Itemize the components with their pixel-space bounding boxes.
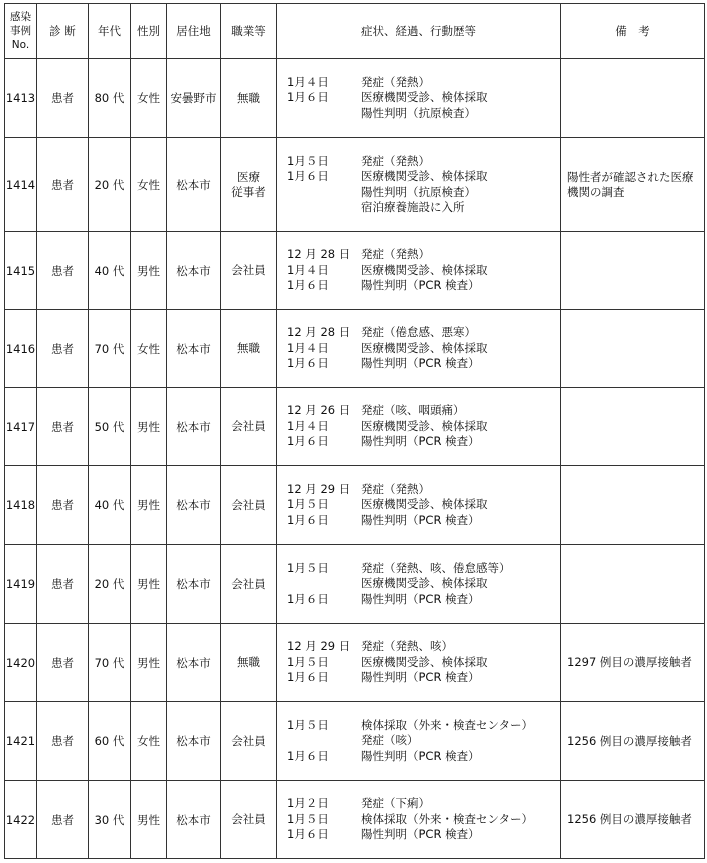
residence-cell: 松本市 [167, 388, 221, 466]
event-text: 陽性判明（抗原検査） [361, 105, 476, 120]
remarks-cell [561, 310, 705, 388]
occupation-cell [221, 310, 277, 388]
event-date: 1月６日 [287, 356, 329, 371]
event-text: 陽性判明（PCR 検査） [361, 512, 480, 527]
remarks-cell [561, 388, 705, 466]
event-text: 医療機関受診、検体採取 [361, 90, 488, 105]
residence-cell: 松本市 [167, 702, 221, 781]
event-text: 検体採取（外来・検査センター） [361, 717, 534, 732]
occupation-cell [221, 59, 277, 138]
table-row [5, 388, 705, 466]
course-cell [277, 781, 561, 859]
event-date [287, 576, 361, 592]
course-cell [277, 310, 561, 388]
event-line [287, 434, 560, 450]
event-line [287, 561, 560, 577]
remarks-cell [561, 545, 705, 624]
occupation-cell [221, 702, 277, 781]
event-line [287, 356, 560, 372]
sex-cell: 女性 [131, 310, 167, 388]
event-text: 医療機関受診、検体採取 [361, 654, 488, 669]
occupation-cell [221, 781, 277, 859]
course-cell [277, 624, 561, 702]
event-line [287, 482, 560, 498]
remarks-cell: 1256 例目の濃厚接触者 [561, 702, 705, 781]
event-date: 1月４日 [287, 418, 329, 433]
case-no-cell: 1414 [5, 138, 37, 232]
event-text: 陽性判明（PCR 検査） [361, 670, 480, 685]
residence-cell: 松本市 [167, 232, 221, 310]
age-cell: 50 代 [89, 388, 131, 466]
header-case-no-line: No. [11, 39, 30, 51]
sex-cell: 男性 [131, 466, 167, 545]
event-text: 発症（下痢） [361, 796, 430, 811]
event-text: 陽性判明（PCR 検査） [361, 827, 480, 842]
diagnosis-cell: 患者 [37, 624, 89, 702]
event-date: 1月６日 [287, 748, 329, 763]
event-text: 医療機関受診、検体採取 [361, 497, 488, 512]
case-no-cell: 1420 [5, 624, 37, 702]
age-cell: 70 代 [89, 310, 131, 388]
event-text: 陽性判明（PCR 検査） [361, 434, 480, 449]
case-no-cell: 1419 [5, 545, 37, 624]
event-text: 陽性判明（抗原検査） [361, 184, 476, 199]
course-cell [277, 702, 561, 781]
case-no-cell: 1418 [5, 466, 37, 545]
age-cell: 40 代 [89, 232, 131, 310]
event-text: 発症（咳、咽頭痛） [361, 403, 465, 418]
occupation-line: 会社員 [231, 576, 266, 591]
residence-cell: 松本市 [167, 781, 221, 859]
event-date [287, 733, 361, 749]
event-line [287, 733, 560, 749]
event-text: 発症（倦怠感、悪寒） [361, 325, 476, 340]
occupation-line: 会社員 [231, 812, 266, 826]
table-row [5, 545, 705, 624]
occupation-line: 無職 [237, 655, 260, 669]
event-date: 1月６日 [287, 591, 329, 606]
header-sex: 性別 [131, 4, 167, 59]
diagnosis-cell: 患者 [37, 310, 89, 388]
event-date: 1月６日 [287, 434, 329, 449]
event-date: 1月５日 [287, 717, 329, 732]
event-line [287, 639, 560, 655]
event-text: 医療機関受診、検体採取 [361, 262, 488, 277]
remarks-cell: 1297 例目の濃厚接触者 [561, 624, 705, 702]
event-text: 発症（発熱、咳） [361, 639, 453, 654]
sex-cell: 女性 [131, 702, 167, 781]
event-line [287, 749, 560, 765]
occupation-line: 会社員 [231, 263, 266, 277]
age-cell: 20 代 [89, 545, 131, 624]
residence-cell: 松本市 [167, 466, 221, 545]
event-line [287, 576, 560, 592]
case-no-cell: 1415 [5, 232, 37, 310]
event-date: 1月２日 [287, 796, 329, 811]
residence-cell: 松本市 [167, 624, 221, 702]
remarks-cell: 陽性者が確認された医療機関の調査 [561, 138, 705, 232]
occupation-line: 無職 [237, 341, 260, 355]
age-cell: 60 代 [89, 702, 131, 781]
event-date: 12 月 28 日 [287, 247, 351, 262]
diagnosis-cell: 患者 [37, 232, 89, 310]
event-line [287, 670, 560, 686]
table-row [5, 138, 705, 232]
event-text: 発症（発熱） [361, 481, 430, 496]
sex-cell: 男性 [131, 624, 167, 702]
table-row [5, 781, 705, 859]
diagnosis-cell: 患者 [37, 59, 89, 138]
event-date [287, 185, 361, 201]
event-line [287, 827, 560, 843]
occupation-cell [221, 624, 277, 702]
event-date: 1月６日 [287, 670, 329, 685]
event-text: 陽性判明（PCR 検査） [361, 278, 480, 293]
event-line [287, 106, 560, 122]
event-text: 陽性判明（PCR 検査） [361, 748, 480, 763]
header-age: 年代 [89, 4, 131, 59]
event-date: 1月５日 [287, 497, 329, 512]
case-no-cell: 1413 [5, 59, 37, 138]
table-row [5, 310, 705, 388]
event-line [287, 812, 560, 828]
event-text: 医療機関受診、検体採取 [361, 169, 488, 183]
table-row [5, 624, 705, 702]
sex-cell: 女性 [131, 59, 167, 138]
sex-cell: 男性 [131, 232, 167, 310]
table-row [5, 232, 705, 310]
course-cell [277, 232, 561, 310]
header-course: 症状、経過、行動歴等 [277, 4, 561, 59]
occupation-cell [221, 388, 277, 466]
occupation-line: 無職 [237, 90, 260, 105]
header-case-no-line: 事例 [10, 25, 31, 37]
occupation-line: 従事者 [231, 184, 266, 199]
event-line [287, 278, 560, 294]
residence-cell: 松本市 [167, 138, 221, 232]
age-cell: 80 代 [89, 59, 131, 138]
event-date: 1月４日 [287, 74, 329, 89]
table-header [5, 4, 705, 59]
course-cell [277, 59, 561, 138]
remarks-cell [561, 59, 705, 138]
event-line [287, 247, 560, 263]
occupation-cell [221, 466, 277, 545]
event-date: 1月６日 [287, 827, 329, 842]
event-date: 12 月 29 日 [287, 639, 351, 654]
event-line [287, 75, 560, 91]
event-line [287, 263, 560, 279]
event-line [287, 796, 560, 812]
event-text: 発症（咳） [361, 733, 419, 748]
event-line [287, 154, 560, 170]
header-occupation: 職業等 [221, 4, 277, 59]
table-row [5, 466, 705, 545]
occupation-line: 会社員 [231, 733, 266, 748]
event-text: 発症（発熱） [361, 153, 430, 168]
event-line [287, 185, 560, 201]
event-line [287, 90, 560, 106]
age-cell: 40 代 [89, 466, 131, 545]
event-date: 1月４日 [287, 262, 329, 277]
header-residence: 居住地 [167, 4, 221, 59]
event-line [287, 718, 560, 734]
header-case-no [5, 4, 37, 59]
age-cell: 20 代 [89, 138, 131, 232]
event-line [287, 419, 560, 435]
remarks-cell [561, 232, 705, 310]
event-date: 12 月 28 日 [287, 325, 351, 340]
occupation-line: 会社員 [231, 419, 266, 433]
event-text: 陽性判明（PCR 検査） [361, 591, 480, 606]
event-text: 発症（発熱） [361, 247, 430, 262]
event-date: 1月６日 [287, 90, 329, 105]
event-date: 1月４日 [287, 340, 329, 355]
event-date: 1月５日 [287, 560, 329, 575]
event-text: 医療機関受診、検体採取 [361, 576, 488, 591]
course-cell [277, 466, 561, 545]
course-cell [277, 138, 561, 232]
event-line [287, 513, 560, 529]
event-date: 1月６日 [287, 169, 329, 183]
event-line [287, 497, 560, 513]
diagnosis-cell: 患者 [37, 702, 89, 781]
event-text: 発症（発熱） [361, 74, 430, 89]
age-cell: 30 代 [89, 781, 131, 859]
sex-cell: 女性 [131, 138, 167, 232]
diagnosis-cell: 患者 [37, 781, 89, 859]
residence-cell: 松本市 [167, 310, 221, 388]
event-text: 陽性判明（PCR 検査） [361, 356, 480, 371]
occupation-line: 医療 [237, 169, 260, 184]
event-line [287, 655, 560, 671]
header-case-no-line: 感染 [10, 11, 31, 23]
table-row [5, 59, 705, 138]
event-date: 1月５日 [287, 153, 329, 168]
residence-cell: 安曇野市 [167, 59, 221, 138]
sex-cell: 男性 [131, 545, 167, 624]
event-date: 1月６日 [287, 512, 329, 527]
sex-cell: 男性 [131, 388, 167, 466]
event-line [287, 592, 560, 608]
event-text: 発症（発熱、咳、倦怠感等） [361, 560, 511, 575]
case-no-cell: 1422 [5, 781, 37, 859]
case-no-cell: 1417 [5, 388, 37, 466]
occupation-cell [221, 232, 277, 310]
header-remarks: 備 考 [561, 4, 705, 59]
event-text: 医療機関受診、検体採取 [361, 340, 488, 355]
remarks-cell: 1256 例目の濃厚接触者 [561, 781, 705, 859]
table-row [5, 702, 705, 781]
event-date: 1月５日 [287, 811, 329, 826]
event-date: 12 月 29 日 [287, 481, 351, 496]
course-cell [277, 545, 561, 624]
occupation-line: 会社員 [231, 497, 266, 512]
diagnosis-cell: 患者 [37, 545, 89, 624]
diagnosis-cell: 患者 [37, 388, 89, 466]
remarks-cell [561, 466, 705, 545]
event-date: 1月６日 [287, 278, 329, 293]
occupation-cell [221, 138, 277, 232]
event-date [287, 106, 361, 122]
event-text: 検体採取（外来・検査センター） [361, 811, 534, 826]
occupation-cell [221, 545, 277, 624]
case-no-cell: 1421 [5, 702, 37, 781]
residence-cell: 松本市 [167, 545, 221, 624]
age-cell: 70 代 [89, 624, 131, 702]
event-date: 12 月 26 日 [287, 403, 351, 418]
event-text: 医療機関受診、検体採取 [361, 418, 488, 433]
sex-cell: 男性 [131, 781, 167, 859]
diagnosis-cell: 患者 [37, 138, 89, 232]
event-date [287, 200, 361, 216]
event-line [287, 325, 560, 341]
event-line [287, 341, 560, 357]
event-line [287, 200, 560, 216]
case-no-cell: 1416 [5, 310, 37, 388]
header-diagnosis: 診 断 [37, 4, 89, 59]
case-table [4, 3, 705, 859]
course-cell [277, 388, 561, 466]
event-text: 宿泊療養施設に入所 [361, 200, 465, 214]
event-line [287, 169, 560, 185]
diagnosis-cell: 患者 [37, 466, 89, 545]
table-body [5, 59, 705, 859]
event-line [287, 403, 560, 419]
event-date: 1月５日 [287, 654, 329, 669]
